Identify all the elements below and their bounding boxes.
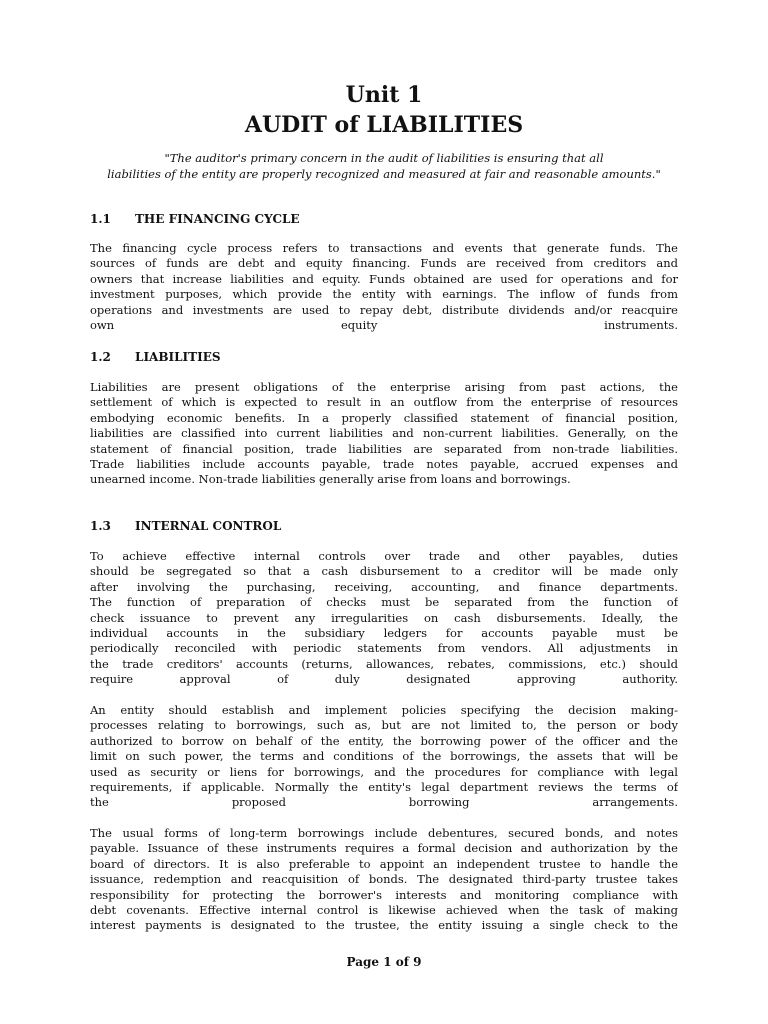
paragraph-liabilities — [90, 380, 678, 488]
text-line: periodically reconciled with periodic statements from vendors. All adjustments in — [90, 641, 678, 656]
text-line: payable. Issuance of these instruments requires a formal decision and authorization by the — [90, 841, 678, 856]
paragraph-internal-control-1 — [90, 549, 678, 688]
section-number: 1.2 — [90, 350, 111, 364]
text-line: interest payments is designated to the trustee, the entity issuing a single check to the — [90, 918, 678, 933]
section-heading-internal-control — [90, 518, 281, 534]
text-line: debt covenants. Effective internal control is likewise achieved when the task of making — [90, 903, 678, 918]
paragraph-internal-control-3 — [90, 826, 678, 934]
epigraph-quote — [90, 151, 678, 182]
text-line: owners that increase liabilities and equity. Funds obtained are used for operations and for — [90, 271, 678, 286]
text-line: An entity should establish and implement policies specifying the decision making- — [90, 703, 678, 717]
text-line: operations and investments are used to repay debt, distribute dividends and/or reacquire — [90, 302, 678, 317]
document-title: AUDIT of LIABILITIES — [244, 112, 524, 138]
text-line: requirements, if applicable. Normally the entity's legal department reviews the terms of — [90, 780, 678, 795]
section-number: 1.3 — [90, 519, 111, 533]
text-line: authorized to borrow on behalf of the entity, the borrowing power of the officer and the — [90, 733, 678, 748]
text-line: liabilities are classified into current liabilities and non-current liabilities. Generally, on the — [90, 426, 678, 441]
text-line: Trade liabilities include accounts payable, trade notes payable, accrued expenses and — [90, 457, 678, 472]
text-line: The financing cycle process refers to transactions and events that generate funds. The — [90, 241, 678, 255]
paragraph-internal-control-2 — [90, 703, 678, 811]
text-line: the trade creditors' accounts (returns, allowances, rebates, commissions, etc.) should — [90, 656, 678, 671]
text-line: issuance, redemption and reacquisition of bonds. The designated third-party trustee takes — [90, 872, 678, 887]
text-line: check issuance to prevent any irregularities on cash disbursements. Ideally, the — [90, 610, 678, 625]
text-line: the proposed borrowing arrangements. — [90, 795, 678, 810]
text-line: The usual forms of long-term borrowings include debentures, secured bonds, and notes — [90, 826, 678, 840]
text-line: Liabilities are present obligations of the enterprise arising from past actions, the — [90, 380, 678, 394]
section-title: LIABILITIES — [135, 350, 221, 364]
section-title: INTERNAL CONTROL — [135, 519, 282, 533]
text-line: investment purposes, which provide the entity with earnings. The inflow of funds from — [90, 287, 678, 302]
text-line: statement of financial position, trade liabilities are separated from non-trade liabilities. — [90, 441, 678, 456]
text-line: settlement of which is expected to result in an outflow from the enterprise of resources — [90, 395, 678, 410]
text-line: used as security or liens for borrowings, and the procedures for compliance with legal — [90, 764, 678, 779]
text-line: should be segregated so that a cash disbursement to a creditor will be made only — [90, 564, 678, 579]
section-number: 1.1 — [90, 212, 111, 226]
section-title: THE FINANCING CYCLE — [135, 212, 300, 226]
quote-line: liabilities of the entity are properly recognized and measured at fair and reasonable amounts." — [107, 166, 661, 181]
text-line: processes relating to borrowings, such as, but are not limited to, the person or body — [90, 718, 678, 733]
page-number-footer: Page 1 of 9 — [346, 955, 422, 969]
text-line: after involving the purchasing, receiving, accounting, and finance departments. — [90, 579, 678, 594]
text-line: To achieve effective internal controls over trade and other payables, duties — [90, 549, 678, 563]
paragraph-financing-cycle — [90, 241, 678, 333]
text-line: The function of preparation of checks must be separated from the function of — [90, 595, 678, 610]
title-block — [0, 80, 768, 140]
text-line: sources of funds are debt and equity financing. Funds are received from creditors and — [90, 256, 678, 271]
text-line: unearned income. Non-trade liabilities generally arise from loans and borrowings. — [90, 472, 571, 487]
text-line: board of directors. It is also preferable to appoint an independent trustee to handle the — [90, 856, 678, 871]
unit-number: Unit 1 — [345, 82, 423, 108]
text-line: require approval of duly designated approving authority. — [90, 672, 678, 687]
quote-line: "The auditor's primary concern in the audit of liabilities is ensuring that all — [164, 151, 604, 165]
text-line: own equity instruments. — [90, 318, 678, 333]
section-heading-financing-cycle — [90, 211, 300, 227]
text-line: embodying economic benefits. In a properly classified statement of financial position, — [90, 410, 678, 425]
section-heading-liabilities — [90, 349, 221, 365]
text-line: individual accounts in the subsidiary ledgers for accounts payable must be — [90, 626, 678, 641]
text-line: limit on such power, the terms and conditions of the borrowings, the assets that will be — [90, 749, 678, 764]
text-line: responsibility for protecting the borrower's interests and monitoring compliance with — [90, 887, 678, 902]
